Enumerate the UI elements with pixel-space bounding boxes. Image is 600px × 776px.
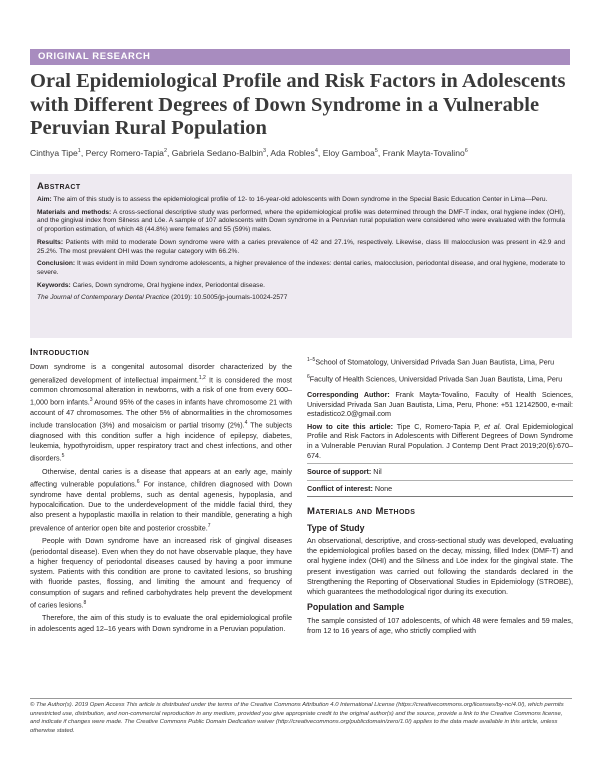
abstract-heading: Abstract xyxy=(37,181,81,192)
affiliation-text: Faculty of Health Sciences, Universidad Privada San Juan Bautista, Lima, Peru xyxy=(309,374,563,384)
support-value: Nil xyxy=(373,467,382,477)
author-sup: 3 xyxy=(263,148,267,155)
author-name: Frank Mayta-Tovalino xyxy=(382,148,465,158)
section-divider xyxy=(307,496,573,497)
author-name: Cinthya Tipe xyxy=(30,148,78,158)
author-name: Percy Romero-Tapia xyxy=(85,148,164,158)
intro-text: Otherwise, dental caries is a disease that appears at an early age, mainly affecting vulnerable populations. xyxy=(30,467,292,489)
intro-paragraph-2 xyxy=(30,467,292,533)
affiliation-text: School of Stomatology, Universidad Privada San Juan Bautista, Lima, Peru xyxy=(315,357,555,367)
abstract-conclusion-label: Conclusion: xyxy=(37,260,76,268)
author-sup: 4 xyxy=(314,148,318,155)
population-text: The sample consisted of 107 adolescents, of which 48 were females and 59 males, from 12 to 16 years of age, who strictly complied with xyxy=(307,615,573,635)
abstract-aim xyxy=(37,196,565,205)
affiliation-1 xyxy=(307,356,573,367)
article-title: Oral Epidemiological Profile and Risk Factors in Adolescents with Different Degrees of Down Syndrome in a Vulnerable Peruvian Rural Population xyxy=(30,70,566,139)
right-column xyxy=(307,356,573,639)
cite-label: How to cite this article: xyxy=(307,421,394,431)
intro-paragraph-1 xyxy=(30,362,292,464)
population-heading: Population and Sample xyxy=(307,602,405,613)
info-divider xyxy=(307,480,573,481)
intro-text: Around 95% of the cases in infants have chromosome 21 with account of 47 chromosomes. The other 5% of abnormalities in the chromosomes include translocation (3%) and mosaicism or partial trisomy (2%). xyxy=(30,397,292,430)
info-divider xyxy=(307,463,573,464)
author-sup: 6 xyxy=(464,148,468,155)
type-of-study-heading: Type of Study xyxy=(307,522,365,533)
abstract-aim-text: The aim of this study is to assess the epidemiological profile of 12- to 16-year-old adolescents with Down syndrome in the Special Basic Education Center in Lima—Peru. xyxy=(53,196,548,203)
abstract-conclusion xyxy=(37,260,565,277)
citation-sup: 3 xyxy=(89,397,93,404)
affiliation-sup: 1–5 xyxy=(307,357,316,363)
citation-sup: 1,2 xyxy=(198,374,206,381)
journal-name: The Journal of Contemporary Dental Practice xyxy=(37,294,170,302)
author-sup: 1 xyxy=(77,148,81,155)
how-to-cite xyxy=(307,422,573,460)
author-name: Eloy Gamboa xyxy=(322,148,375,158)
affiliation-sup: 6 xyxy=(307,373,310,380)
corresponding-text: Frank Mayta-Tovalino, Faculty of Health Sciences, Universidad Privada San Juan Bautista, Lima, Peru, Phone: +51 12142500, e-mail: estadistico2.0@gmail.com xyxy=(307,389,573,419)
article-info xyxy=(307,390,573,493)
author-name: Gabriela Sedano-Balbin xyxy=(171,148,264,158)
abstract-results xyxy=(37,239,565,256)
author-sup: 2 xyxy=(163,148,168,155)
affiliation-2 xyxy=(307,373,573,384)
abstract-keywords xyxy=(37,282,565,291)
conflict-value: None xyxy=(374,483,393,493)
introduction-heading: Introduction xyxy=(30,347,90,358)
footer-divider xyxy=(30,698,572,699)
journal-citation xyxy=(37,294,565,303)
author-name: Ada Robles xyxy=(270,148,315,158)
abstract-box xyxy=(30,174,572,338)
left-column xyxy=(30,348,292,637)
abstract-results-text: Patients with mild to moderate Down syndrome were with a caries prevalence of 42 and 27.1%, respectively. Likewise, class III malocclusion was present in 42.9 and 25.2%. The most prevalent OHI was the regular category with 66.2%. xyxy=(37,238,565,255)
citation-sup: 6 xyxy=(136,479,140,486)
abstract-methods xyxy=(37,209,565,235)
citation-sup: 4 xyxy=(244,420,248,427)
type-of-study-text: An observational, descriptive, and cross-sectional study was developed, evaluating the epidemiological profiles based on the decay, missing, filled Index (DMF-T) and oral hygiene index (OHI) and the Silness and Löe index for the gingival state. The present investigation was carried out following the standards declared in the Strengthening the Reporting of Observational Studies in Epidemiology (STROBE), which guarantees the methodological rigor during its execution. xyxy=(307,535,573,597)
intro-text: For instance, children diagnosed with Down syndrome have dental problems, such as dental agenesis, hypoplasia, and hypocalcification. Due to the underdevelopment of the middle facial third, they also present a hypoplastic maxilla in relation to their mandible, generating a high prevalence of anterior open bite and posterior crossbite. xyxy=(30,479,293,533)
abstract-methods-text: A cross-sectional descriptive study was performed, where the epidemiological profile was determined through the DMF-T index, oral hygiene index (OHI), and the gingival index from Silness and Löe. A sample of 107 adolescents with Down syndrome in a Peruvian rural population were considered who were evaluated with the formula of proportion estimation, of which 48 (44.8%) were females and 55 (59%) males. xyxy=(37,208,566,234)
corresponding-author xyxy=(307,390,573,419)
citation-sup: 5 xyxy=(61,453,65,460)
source-of-support xyxy=(307,467,573,477)
conflict-label: Conflict of interest: xyxy=(307,483,373,493)
conflict-of-interest xyxy=(307,484,573,494)
author-list: Cinthya Tipe$^1$, Percy Romero-Tapia$^2$, Gabriela Sedano-Balbin$^3$, Ada Robles$^4$, Eloy Gamboa$^5$, Frank Mayta-Tovalino$^6$ xyxy=(30,148,468,158)
abstract-results-label: Results: xyxy=(37,238,64,246)
corresponding-label: Corresponding Author: xyxy=(307,389,390,399)
citation-sup: 7 xyxy=(207,522,211,529)
abstract-conclusion-text: It was evident in mild Down syndrome adolescents, a higher prevalence of the indexes: dental caries, malocclusion, periodontal disease, and oral hygiene, moderate to severe. xyxy=(37,260,565,276)
intro-text: Down syndrome is a congenital autosomal disorder characterized by the generalized development of intellectual impairment. xyxy=(30,362,292,384)
cite-text: Tipe C, Romero-Tapia P, xyxy=(396,421,481,431)
methods-heading: Materials and Methods xyxy=(307,506,416,518)
article-type-banner: ORIGINAL RESEARCH xyxy=(30,49,570,65)
abstract-methods-label: Materials and methods: xyxy=(37,208,112,216)
intro-text: People with Down syndrome have an increased risk of gingival diseases (periodontal disease). Even when they do not have observable plaque, they have a higher frequency of periodontal diseases caused by having a poor immune system. Patients with this condition are prone to cavitated lesions, so brushing with fluoride pastes, flossing, and limiting the amount and frequency of consumption of sugars and refined carbohydrates help prevent the development of caries lesions. xyxy=(30,536,292,610)
intro-text: The subjects diagnosed with this condition suffer a high incidence of epilepsy, diabetes, leukemia, hypothyroidism, upper respiratory tract and chest infections, and other disorders. xyxy=(30,420,292,463)
journal-doi: (2019): 10.5005/jp-journals-10024-2577 xyxy=(171,294,288,302)
abstract-keywords-text: Caries, Down syndrome, Oral hygiene index, Periodontal disease. xyxy=(72,281,265,289)
support-label: Source of support: xyxy=(307,467,372,477)
cite-text: Oral Epidemiological Profile and Risk Factors in Adolescents with Different Degrees of Down Syndrome in a Vulnerable Peruvian Rural Population. J Contemp Dent Pract 2019;20(6):670–674. xyxy=(307,421,573,460)
intro-text: It is considered the most common chromosomal alteration in newborns, with a risk of one from every 600–1,000 born infants. xyxy=(30,374,292,407)
intro-paragraph-4: Therefore, the aim of this study is to evaluate the oral epidemiological profile in adolescents aged 12–16 years with Down syndrome in a Peruvian population. xyxy=(30,613,292,633)
intro-paragraph-3 xyxy=(30,536,292,610)
citation-sup: 8 xyxy=(83,599,87,606)
cite-etal: et al. xyxy=(483,421,502,431)
abstract-keywords-label: Keywords: xyxy=(37,281,71,289)
author-sup: 5 xyxy=(374,148,378,155)
license-footer: © The Author(s). 2019 Open Access This article is distributed under the terms of the Creative Commons Attribution 4.0 International License (https://creativecommons.org/licenses/by-nc/4.0/), which permits unrestricted use, distribution, and non-commercial reproduction in any medium, provided you give appropriate credit to the original author(s) and the source, provide a link to the Creative Commons license, and indicate if changes were made. The Creative Commons Public Domain Dedication waiver (http://creativecommons.org/publicdomain/zero/1.0/) applies to the data made available in this article, unless otherwise stated. xyxy=(30,702,564,734)
abstract-aim-label: Aim: xyxy=(37,196,52,203)
